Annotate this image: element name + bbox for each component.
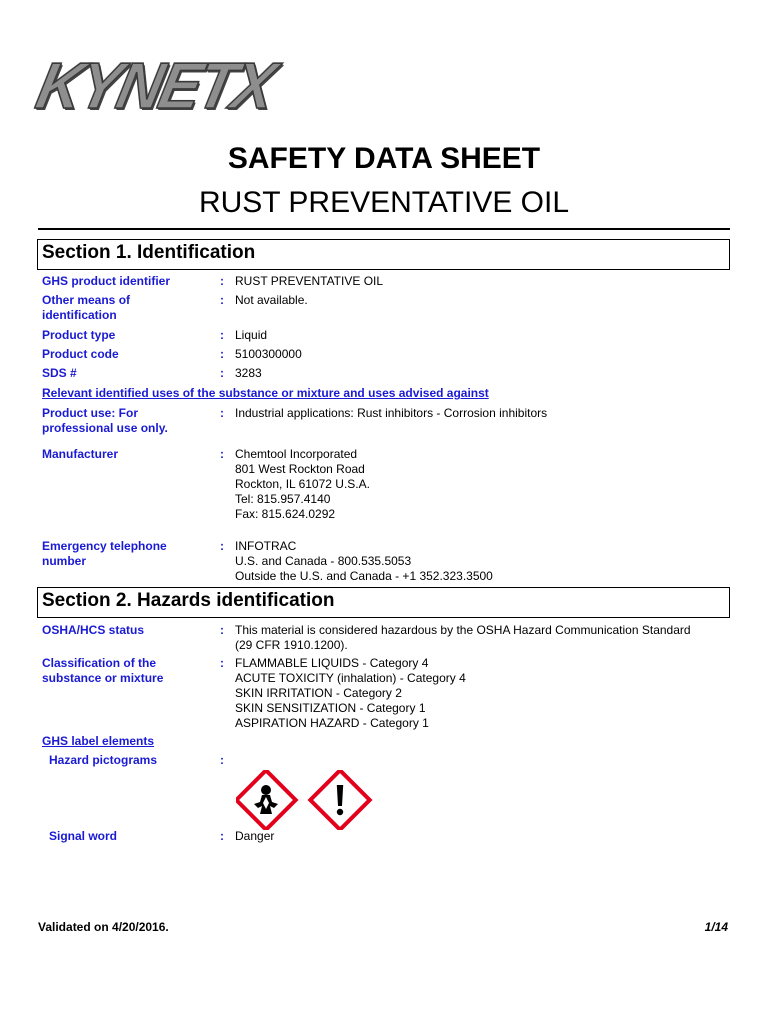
- manufacturer-label: Manufacturer: [42, 447, 119, 461]
- classification-value: FLAMMABLE LIQUIDS - Category 4 ACUTE TOXICITY (inhalation) - Category 4 SKIN IRRITATION - Category 2 SKIN SENSITIZATION - Category 1 ASPIRATION HAZARD - Category 1: [235, 656, 466, 730]
- logo-text: KYNETX: [30, 50, 280, 123]
- relevant-uses-link[interactable]: Relevant identified uses of the substance or mixture and uses advised against: [42, 386, 489, 400]
- ghs-label-elements-link[interactable]: GHS label elements: [42, 734, 155, 748]
- exclamation-mark-pictogram-icon: [310, 770, 369, 829]
- signal-word-label: Signal word: [49, 829, 118, 843]
- health-hazard-pictogram-icon: [236, 770, 295, 829]
- osha-status-label: OSHA/HCS status: [42, 623, 145, 637]
- manufacturer-value: Chemtool Incorporated 801 West Rockton Road Rockton, IL 61072 U.S.A. Tel: 815.957.4140 Fax: 815.624.0292: [235, 447, 370, 521]
- colon: :: [220, 293, 224, 307]
- osha-status-value: This material is considered hazardous by the OSHA Hazard Communication Standard (29 CFR 1910.1200).: [235, 623, 691, 652]
- colon: :: [220, 753, 224, 767]
- product-use-value: Industrial applications: Rust inhibitors - Corrosion inhibitors: [235, 406, 548, 420]
- kynetx-logo: [30, 50, 280, 123]
- emergency-telephone-label: Emergency telephone number: [42, 539, 167, 568]
- emergency-telephone-value: INFOTRAC U.S. and Canada - 800.535.5053 Outside the U.S. and Canada - +1 352.323.3500: [235, 539, 493, 583]
- colon: :: [220, 656, 224, 670]
- colon: :: [220, 623, 224, 637]
- colon: :: [220, 347, 224, 361]
- ghs-identifier-value: RUST PREVENTATIVE OIL: [235, 274, 384, 288]
- colon: :: [220, 406, 224, 420]
- other-means-value: Not available.: [235, 293, 308, 307]
- ghs-identifier-label: GHS product identifier: [42, 274, 171, 288]
- colon: :: [220, 829, 224, 843]
- validated-date: Validated on 4/20/2016.: [38, 920, 169, 934]
- section1-heading: Section 1. Identification: [37, 239, 730, 270]
- page-number: 1/14: [704, 920, 728, 934]
- sds-number-value: 3283: [235, 366, 262, 380]
- signal-word-value: Danger: [235, 829, 275, 843]
- colon: :: [220, 274, 224, 288]
- hazard-pictograms: [236, 770, 376, 835]
- document-title: SAFETY DATA SHEET: [227, 142, 541, 175]
- section2-heading: Section 2. Hazards identification: [37, 587, 730, 618]
- product-use-label: Product use: For professional use only.: [42, 406, 168, 435]
- document-subtitle: RUST PREVENTATIVE OIL: [198, 186, 570, 219]
- product-type-value: Liquid: [235, 328, 268, 342]
- colon: :: [220, 539, 224, 553]
- product-code-label: Product code: [42, 347, 119, 361]
- classification-label: Classification of the substance or mixture: [42, 656, 164, 685]
- hazard-pictograms-label: Hazard pictograms: [49, 753, 158, 767]
- colon: :: [220, 328, 224, 342]
- product-type-label: Product type: [42, 328, 116, 342]
- other-means-label: Other means of identification: [42, 293, 131, 322]
- title-divider: [38, 228, 730, 230]
- product-code-value: 5100300000: [235, 347, 302, 361]
- colon: :: [220, 447, 224, 461]
- colon: :: [220, 366, 224, 380]
- sds-number-label: SDS #: [42, 366, 77, 380]
